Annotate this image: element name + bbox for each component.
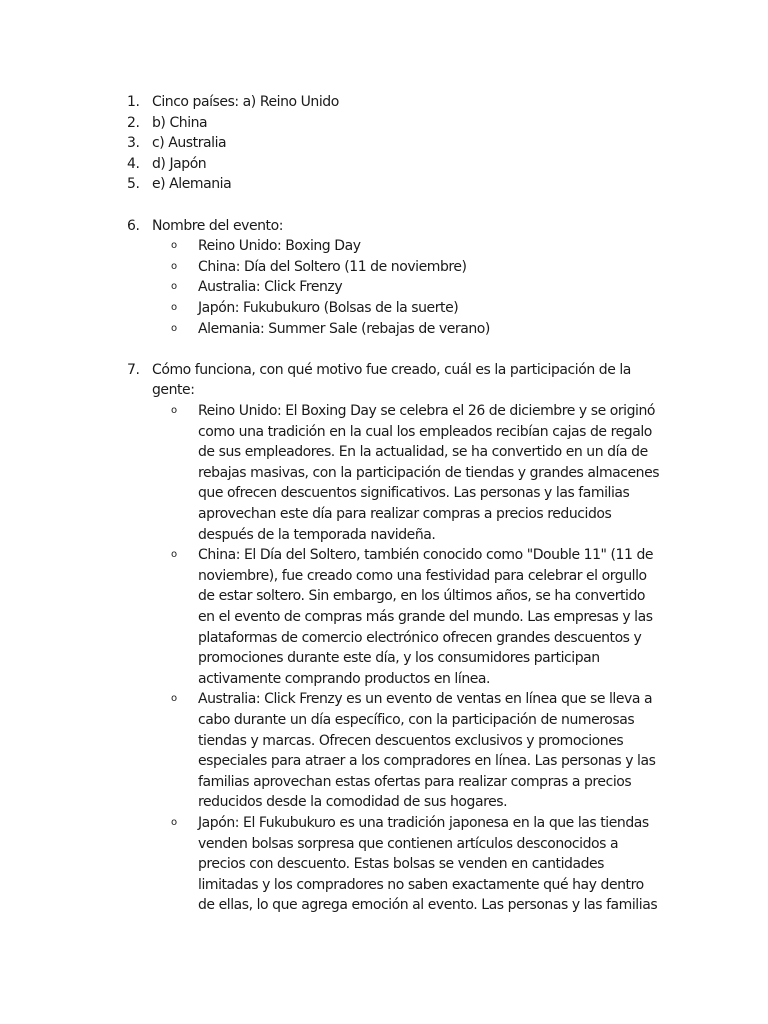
sub-list-item-text: Australia: Click Frenzy es un evento de ventas en línea que se lleva a	[198, 691, 653, 708]
sub-list-item-continuation	[0, 895, 768, 916]
sub-list-item-text: Japón: El Fukubukuro es una tradición japonesa en la que las tiendas	[198, 815, 649, 831]
list-item-text: b) China	[152, 114, 208, 131]
sub-list-item-continuation	[0, 648, 768, 669]
bullet-icon: o	[171, 322, 177, 334]
sub-list-item-continuation	[0, 525, 768, 546]
sub-list-item-text: Reino Unido: Boxing Day	[198, 238, 361, 255]
sub-list-item-text: activamente comprando productos en línea.	[198, 670, 491, 687]
sub-list-item-text: como una tradición en la cual los empleados recibían cajas de regalo	[198, 423, 652, 440]
list-item-text: d) Japón	[152, 155, 207, 172]
sub-list-item-text: de ellas, lo que agrega emoción al evento. Las personas y las familias	[198, 897, 658, 914]
sub-list-item-text: de sus empleadores. En la actualidad, se ha convertido en un día de	[198, 444, 648, 461]
sub-list-item-text: aprovechan este día para realizar compras a precios reducidos	[198, 506, 612, 522]
list-item-7-continuation	[0, 380, 768, 401]
list-item-text: e) Alemania	[152, 176, 232, 193]
sub-list-item-continuation	[0, 875, 768, 896]
sub-list-item	[0, 298, 768, 319]
sub-list-item	[0, 689, 768, 710]
bullet-icon: o	[171, 302, 177, 313]
sub-list-item-text: China: Día del Soltero (11 de noviembre)	[198, 258, 467, 275]
sub-list-item-continuation	[0, 731, 768, 752]
list-item	[0, 92, 768, 113]
list-item-number: 4.	[127, 155, 140, 172]
sub-list-item	[0, 401, 768, 422]
bullet-icon: o	[171, 240, 177, 252]
sub-list-item-continuation	[0, 792, 768, 813]
bullet-icon: o	[171, 260, 177, 272]
sub-list-item-text: Reino Unido: El Boxing Day se celebra el 26 de diciembre y se originó	[198, 403, 656, 419]
bullet-icon: o	[171, 405, 177, 416]
sub-list-item-text: rebajas masivas, con la participación de tiendas y grandes almacenes	[198, 464, 660, 481]
sub-list-item	[0, 277, 768, 298]
bullet-icon: o	[171, 549, 177, 561]
bullet-icon: o	[171, 817, 177, 828]
sub-list-item-text: limitadas y los compradores no saben exactamente qué hay dentro	[198, 876, 644, 893]
sub-list-item-text: Australia: Click Frenzy	[198, 279, 343, 296]
sub-list-item-text: promociones durante este día, y los consumidores participan	[198, 650, 600, 667]
sub-list-item-text: especiales para atraer a los compradores en línea. Las personas y las	[198, 753, 656, 770]
sub-list-item	[0, 545, 768, 566]
sub-list-item-continuation	[0, 586, 768, 607]
list-item-text: c) Australia	[152, 135, 227, 152]
sub-list-item-text: tiendas y marcas. Ofrecen descuentos exclusivos y promociones	[198, 732, 624, 749]
sub-list-item-continuation	[0, 834, 768, 855]
sub-list-item-text: Alemania: Summer Sale (rebajas de verano)	[198, 320, 490, 337]
sub-list-item-continuation	[0, 772, 768, 793]
sub-list-item-continuation	[0, 854, 768, 875]
sub-list-item	[0, 236, 768, 257]
list-item-text: Cómo funciona, con qué motivo fue creado, cuál es la participación de la	[152, 361, 631, 378]
sub-list-item-text: reducidos desde la comodidad de sus hogares.	[198, 794, 508, 811]
sub-list-item-text: plataformas de comercio electrónico ofrecen grandes descuentos y	[198, 629, 642, 646]
list-item-7	[0, 360, 768, 381]
sub-list-item-continuation	[0, 463, 768, 484]
sub-list-item-text: venden bolsas sorpresa que contienen artículos desconocidos a	[198, 835, 619, 852]
sub-list-item-continuation	[0, 710, 768, 731]
sub-list-item-text: noviembre), fue creado como una festividad para celebrar el orgullo	[198, 567, 647, 584]
sub-list-item-text: Japón: Fukubukuro (Bolsas de la suerte)	[198, 300, 459, 316]
sub-list-item-continuation	[0, 751, 768, 772]
sub-list-item-continuation	[0, 628, 768, 649]
sub-list-item-continuation	[0, 607, 768, 628]
sub-list-item-continuation	[0, 483, 768, 504]
list-item-number: 1.	[127, 94, 140, 110]
list-item	[0, 133, 768, 154]
list-item-text: Cinco países: a) Reino Unido	[152, 94, 339, 110]
sub-list-item	[0, 257, 768, 278]
list-item	[0, 174, 768, 195]
list-item-number: 7.	[127, 361, 140, 378]
bullet-icon: o	[171, 281, 177, 293]
sub-list-item-text: cabo durante un día específico, con la participación de numerosas	[198, 712, 635, 728]
bullet-icon: o	[171, 693, 177, 705]
sub-list-item-text: precios con descuento. Estas bolsas se venden en cantidades	[198, 856, 605, 873]
sub-list-item-continuation	[0, 566, 768, 587]
sub-list-item	[0, 813, 768, 834]
sub-list-item-text: después de la temporada navideña.	[198, 526, 436, 543]
list-item	[0, 113, 768, 134]
sub-list-item-text: en el evento de compras más grande del mundo. Las empresas y las	[198, 609, 653, 625]
list-item-number: 2.	[127, 114, 140, 131]
sub-list-item-continuation	[0, 504, 768, 525]
list-item-6	[0, 216, 768, 237]
list-item-text: Nombre del evento:	[152, 217, 283, 234]
sub-list-item-continuation	[0, 422, 768, 443]
sub-list-item-text: de estar soltero. Sin embargo, en los últimos años, se ha convertido	[198, 588, 646, 605]
sub-list-item	[0, 319, 768, 340]
sub-list-item-text: que ofrecen descuentos significativos. Las personas y las familias	[198, 485, 630, 502]
sub-list-item-continuation	[0, 442, 768, 463]
sub-list-item-text: China: El Día del Soltero, también conocido como "Double 11" (11 de	[198, 547, 654, 564]
sub-list-item-continuation	[0, 669, 768, 690]
list-item-number: 6.	[127, 217, 140, 234]
list-item-number: 5.	[127, 176, 140, 193]
list-item-text: gente:	[152, 382, 195, 399]
sub-list-item-text: familias aprovechan estas ofertas para realizar compras a precios	[198, 773, 632, 790]
list-item	[0, 154, 768, 175]
list-item-number: 3.	[127, 135, 140, 152]
